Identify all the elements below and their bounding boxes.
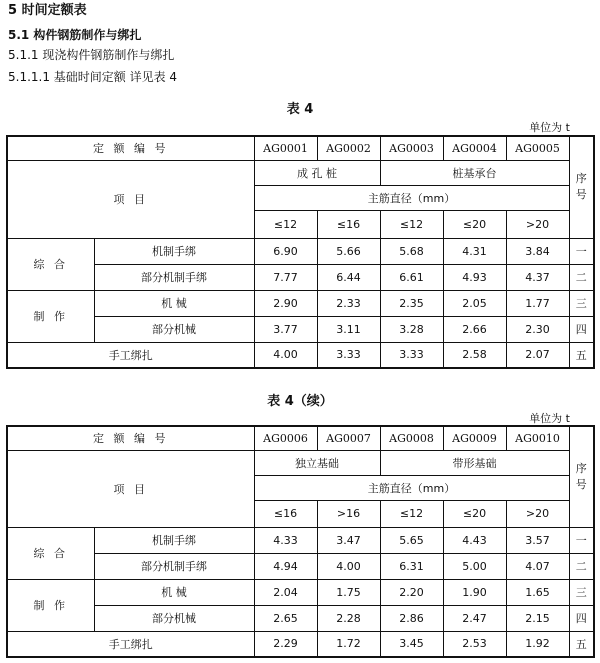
cell-value: 4.93: [443, 264, 506, 290]
cell-value: 3.47: [317, 527, 380, 553]
cell-value: 3.57: [506, 527, 569, 553]
row-seq: 三: [569, 290, 594, 316]
table-row: [7, 264, 594, 290]
size-header: ≤12: [380, 500, 443, 527]
diameter-header: 主筋直径（mm）: [254, 475, 569, 500]
row-name: 部分机械: [94, 605, 254, 631]
size-header: ≤12: [254, 210, 317, 238]
cell-value: 1.77: [506, 290, 569, 316]
cell-value: 2.47: [443, 605, 506, 631]
quota-code: AG0006: [254, 426, 317, 450]
table-row: [7, 290, 594, 316]
quota-code: AG0008: [380, 426, 443, 450]
category-label: 综 合: [7, 527, 94, 579]
row-name: 部分机制手绑: [94, 553, 254, 579]
size-header: ≤20: [443, 500, 506, 527]
row-seq: 二: [569, 553, 594, 579]
group-header: 带形基础: [380, 450, 569, 475]
group-header: 成 孔 桩: [254, 160, 380, 185]
row-seq: 四: [569, 605, 594, 631]
table-unit: 单位为 t: [529, 412, 570, 425]
row-name: 机制手绑: [94, 238, 254, 264]
category-label: 制 作: [7, 579, 94, 631]
row-seq: 一: [569, 238, 594, 264]
cell-value: 1.72: [317, 631, 380, 657]
quota-code: AG0004: [443, 136, 506, 160]
cell-value: 4.00: [254, 342, 317, 368]
table-title: 表 4: [286, 102, 314, 117]
table-row: [7, 316, 594, 342]
cell-value: 2.30: [506, 316, 569, 342]
clause-heading: 5.1.1.1 基础时间定额 详见表 4: [8, 70, 178, 84]
quota-code: AG0007: [317, 426, 380, 450]
code-label: 定 额 编 号: [7, 136, 254, 160]
quota-code: AG0005: [506, 136, 569, 160]
cell-value: 5.68: [380, 238, 443, 264]
seq-header: 序号: [569, 136, 594, 238]
group-header: 独立基础: [254, 450, 380, 475]
row-seq: 三: [569, 579, 594, 605]
cell-value: 2.35: [380, 290, 443, 316]
cell-value: 6.90: [254, 238, 317, 264]
quota-table: [6, 135, 595, 369]
cell-value: 2.28: [317, 605, 380, 631]
size-header: >20: [506, 210, 569, 238]
cell-value: 5.00: [443, 553, 506, 579]
cell-value: 3.84: [506, 238, 569, 264]
size-header: ≤12: [380, 210, 443, 238]
quota-code: AG0003: [380, 136, 443, 160]
quota-code: AG0010: [506, 426, 569, 450]
subsubsection-heading: 5.1.1 现浇构件钢筋制作与绑扎: [8, 48, 175, 62]
section-heading: 5 时间定额表: [8, 3, 87, 18]
table-row: [7, 631, 594, 657]
size-header: >20: [506, 500, 569, 527]
row-name: 手工绑扎: [7, 631, 254, 657]
cell-value: 6.31: [380, 553, 443, 579]
row-seq: 四: [569, 316, 594, 342]
diameter-header: 主筋直径（mm）: [254, 185, 569, 210]
size-header: >16: [317, 500, 380, 527]
table-unit: 单位为 t: [529, 121, 570, 134]
table-title: 表 4（续）: [267, 394, 333, 409]
cell-value: 3.45: [380, 631, 443, 657]
row-seq: 一: [569, 527, 594, 553]
cell-value: 2.05: [443, 290, 506, 316]
cell-value: 1.92: [506, 631, 569, 657]
cell-value: 3.28: [380, 316, 443, 342]
cell-value: 1.90: [443, 579, 506, 605]
quota-code: AG0009: [443, 426, 506, 450]
cell-value: 6.44: [317, 264, 380, 290]
category-label: 综 合: [7, 238, 94, 290]
cell-value: 4.07: [506, 553, 569, 579]
cell-value: 7.77: [254, 264, 317, 290]
table-row: [7, 553, 594, 579]
code-label: 定 额 编 号: [7, 426, 254, 450]
cell-value: 2.86: [380, 605, 443, 631]
cell-value: 3.11: [317, 316, 380, 342]
cell-value: 2.53: [443, 631, 506, 657]
row-name: 机 械: [94, 579, 254, 605]
cell-value: 3.77: [254, 316, 317, 342]
row-name: 机制手绑: [94, 527, 254, 553]
seq-header: 序号: [569, 426, 594, 527]
row-name: 手工绑扎: [7, 342, 254, 368]
cell-value: 2.04: [254, 579, 317, 605]
row-name: 机 械: [94, 290, 254, 316]
quota-code: AG0002: [317, 136, 380, 160]
category-label: 制 作: [7, 290, 94, 342]
row-name: 部分机械: [94, 316, 254, 342]
cell-value: 2.20: [380, 579, 443, 605]
table-row: [7, 605, 594, 631]
row-name: 部分机制手绑: [94, 264, 254, 290]
size-header: ≤16: [317, 210, 380, 238]
cell-value: 2.90: [254, 290, 317, 316]
cell-value: 4.00: [317, 553, 380, 579]
cell-value: 4.31: [443, 238, 506, 264]
group-header: 桩基承台: [380, 160, 569, 185]
size-header: ≤16: [254, 500, 317, 527]
row-seq: 五: [569, 631, 594, 657]
table-row: [7, 342, 594, 368]
cell-value: 1.75: [317, 579, 380, 605]
cell-value: 4.94: [254, 553, 317, 579]
item-label: 项 目: [7, 450, 254, 527]
cell-value: 2.58: [443, 342, 506, 368]
row-seq: 二: [569, 264, 594, 290]
cell-value: 3.33: [317, 342, 380, 368]
cell-value: 5.66: [317, 238, 380, 264]
table-row: [7, 579, 594, 605]
quota-table: [6, 425, 595, 658]
cell-value: 4.33: [254, 527, 317, 553]
cell-value: 5.65: [380, 527, 443, 553]
cell-value: 6.61: [380, 264, 443, 290]
cell-value: 2.65: [254, 605, 317, 631]
cell-value: 2.07: [506, 342, 569, 368]
cell-value: 4.37: [506, 264, 569, 290]
quota-code: AG0001: [254, 136, 317, 160]
cell-value: 3.33: [380, 342, 443, 368]
size-header: ≤20: [443, 210, 506, 238]
cell-value: 2.15: [506, 605, 569, 631]
table-row: [7, 527, 594, 553]
cell-value: 2.33: [317, 290, 380, 316]
cell-value: 4.43: [443, 527, 506, 553]
item-label: 项 目: [7, 160, 254, 238]
subsection-heading: 5.1 构件钢筋制作与绑扎: [8, 28, 142, 42]
cell-value: 1.65: [506, 579, 569, 605]
cell-value: 2.29: [254, 631, 317, 657]
table-row: [7, 238, 594, 264]
cell-value: 2.66: [443, 316, 506, 342]
row-seq: 五: [569, 342, 594, 368]
